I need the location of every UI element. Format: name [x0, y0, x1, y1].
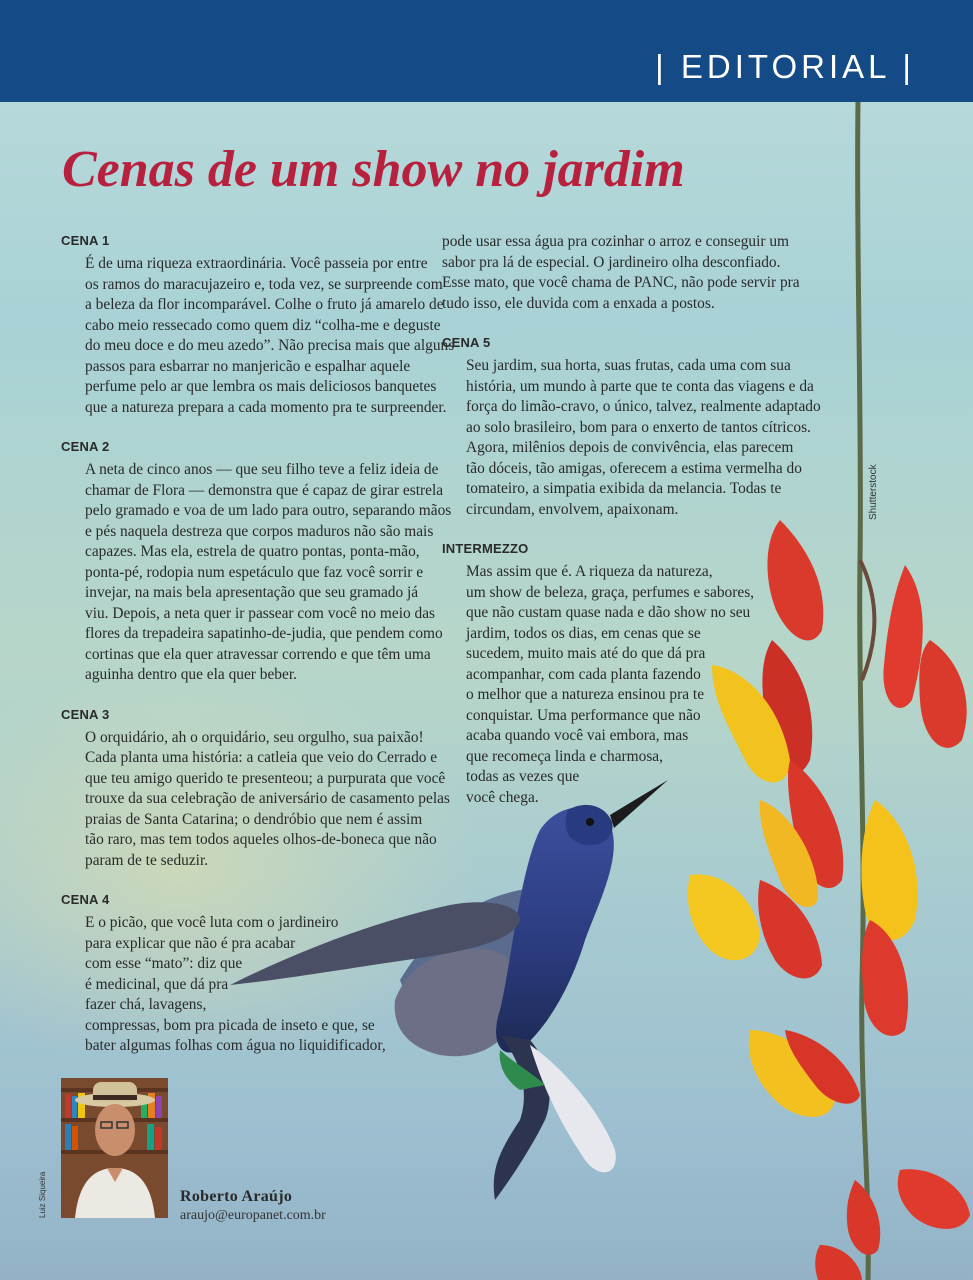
text-line: força do limão-cravo, o único, talvez, realmente adaptado — [466, 398, 821, 415]
text-line: É de uma riqueza extraordinária. Você passeia por entre — [85, 255, 428, 272]
text-line: você chega. — [466, 788, 539, 806]
text-line: ponta-pé, rodopia num espetáculo que faz você sorrir e — [85, 563, 424, 581]
text-line: fazer chá, lavagens, — [85, 996, 207, 1013]
text-line: que teu amigo querido te presenteou; a purpurata que você — [85, 769, 446, 787]
text-line: acompanhar, com cada planta fazendo — [466, 665, 701, 683]
text-line: com esse “mato”: diz que — [85, 955, 243, 972]
text-line: Esse mato, que você chama de PANC, não pode servir pra — [442, 274, 800, 291]
scene-4 — [61, 891, 416, 1057]
text-line: e pés naquela destreza que corpos maduros não são mais — [85, 522, 434, 540]
author-name: Roberto Araújo — [180, 1188, 293, 1205]
scene-3 — [61, 706, 450, 872]
text-line: perfume pelo ar que lembra os mais deliciosos banquetes — [85, 378, 437, 395]
text-line: acaba quando você vai embora, mas — [466, 727, 689, 744]
text-line: jardim, todos os dias, em cenas que se — [466, 624, 701, 642]
text-line: que não custam quase nada e dão show no seu — [466, 604, 751, 621]
text-line: praias de Santa Catarina; o dendróbio que nem é assim — [85, 810, 423, 828]
text-line: aguinha dentro que ela quer beber. — [85, 666, 297, 683]
text-line: chamar de Flora — demonstra que é capaz de girar estrela — [85, 481, 444, 499]
text-line: a beleza da flor incomparável. Colhe o fruto já amarelo de — [85, 296, 444, 313]
text-line: todas as vezes que — [466, 768, 580, 785]
text-line: que a natureza prepara a cada momento pra te surpreender. — [85, 398, 447, 416]
text-line: os ramos do maracujazeiro e, toda vez, se surpreende com — [85, 275, 443, 293]
text-line: é medicinal, que dá pra — [85, 975, 229, 993]
text-line: tudo isso, ele duvida com a enxada a postos. — [442, 294, 715, 312]
text-line: passos para esbarrar no manjericão e espalhar aquele — [85, 357, 411, 375]
intermezzo — [442, 540, 797, 808]
text-line: param de te seduzir. — [85, 851, 209, 869]
scene-heading: CENA 2 — [61, 439, 110, 454]
text-line: E o picão, que você luta com o jardineiro — [85, 914, 339, 931]
article-title: Cenas de um show no jardim — [62, 141, 685, 198]
text-line: história, um mundo à parte que te conta das viagens e da — [466, 377, 814, 395]
scene-heading: CENA 1 — [61, 233, 110, 248]
scene-paragraph — [442, 356, 821, 520]
text-line: invejar, na mais bela apresentação que seu gramado já — [85, 584, 419, 601]
text-line: ao solo brasileiro, bom para o enxerto de tantos cítricos. — [466, 418, 811, 436]
text-line: um show de beleza, graça, perfumes e sabores, — [466, 583, 755, 601]
text-line: do meu doce e do meu azedo”. Não precisa mais que alguns — [85, 337, 455, 354]
text-line: pode usar essa água pra cozinhar o arroz e conseguir um — [442, 233, 789, 250]
section-label: | EDITORIAL | — [655, 48, 915, 85]
text-line: sucedem, muito mais até do que dá pra — [466, 645, 706, 662]
text-line: sabor pra lá de especial. O jardineiro olha desconfiado. — [442, 253, 781, 271]
author-portrait — [61, 1078, 168, 1218]
scene-heading: CENA 5 — [442, 335, 491, 350]
header-bar — [0, 0, 973, 102]
text-line: tão dóceis, tão amigas, oferecem a estima vermelha do — [466, 459, 802, 477]
scene-heading: CENA 4 — [61, 892, 110, 907]
scene-heading: CENA 3 — [61, 706, 110, 722]
text-line: Mas assim que é. A riqueza da natureza, — [466, 563, 713, 580]
scene-paragraph — [442, 562, 797, 808]
text-line: bater algumas folhas com água no liquidificador, — [85, 1037, 386, 1054]
text-line: Cada planta uma história: a catleia que veio do Cerrado e — [85, 749, 438, 766]
text-line: trouxe da sua celebração de aniversário de casamento pelas — [85, 790, 450, 807]
text-line: que recomeça linda e charmosa, — [466, 747, 663, 765]
scene-paragraph — [61, 728, 450, 872]
text-line: Agora, milênios depois de convivência, elas parecem — [466, 439, 794, 456]
text-line: cabo meio ressecado como quem diz “colha-me e deguste — [85, 316, 441, 334]
scene-1 — [61, 232, 455, 418]
scene-2 — [61, 438, 452, 686]
scene-4-continuation — [442, 232, 800, 314]
author-email[interactable]: araujo@europanet.com.br — [180, 1208, 326, 1223]
scene-paragraph — [61, 913, 416, 1057]
text-line: viu. Depois, a neta quer ir passear com você no meio das — [85, 604, 436, 622]
text-line: O orquidário, ah o orquidário, seu orgulho, sua paixão! — [85, 728, 424, 746]
text-line: cortinas que ela quer atravessar correndo e que têm uma — [85, 645, 431, 663]
text-column-right — [442, 232, 821, 828]
text-line: circundam, envolvem, apaixonam. — [466, 500, 679, 518]
scene-paragraph — [61, 254, 455, 418]
image-credit: Shutterstock — [868, 464, 879, 520]
text-line: conquistar. Uma performance que não — [466, 706, 701, 724]
text-column-left — [61, 232, 455, 1077]
text-line: compressas, bom pra picada de inseto e que, se — [85, 1016, 375, 1034]
scene-paragraph — [61, 460, 452, 686]
text-line: o melhor que a natureza ensinou pra te — [466, 686, 705, 703]
text-line: Seu jardim, sua horta, suas frutas, cada uma com sua — [466, 357, 791, 374]
scene-heading: INTERMEZZO — [442, 541, 529, 556]
photo-credit: Luiz Siqueira — [38, 1171, 47, 1218]
text-line: A neta de cinco anos — que seu filho teve a feliz ideia de — [85, 461, 439, 478]
text-line: capazes. Mas ela, estrela de quatro pontas, ponta-mão, — [85, 543, 420, 560]
text-line: tomateiro, a simpatia exibida da melancia. Todas te — [466, 480, 782, 497]
scene-5 — [442, 334, 821, 520]
text-line: tão raro, mas tem todos aqueles olhos-de-boneca que não — [85, 831, 437, 848]
text-line: para explicar que não é pra acabar — [85, 934, 296, 952]
text-line: pelo gramado e voa de um lado para outro, separando mãos — [85, 502, 452, 519]
text-line: flores da trepadeira sapatinho-de-judia, que pendem como — [85, 625, 443, 642]
